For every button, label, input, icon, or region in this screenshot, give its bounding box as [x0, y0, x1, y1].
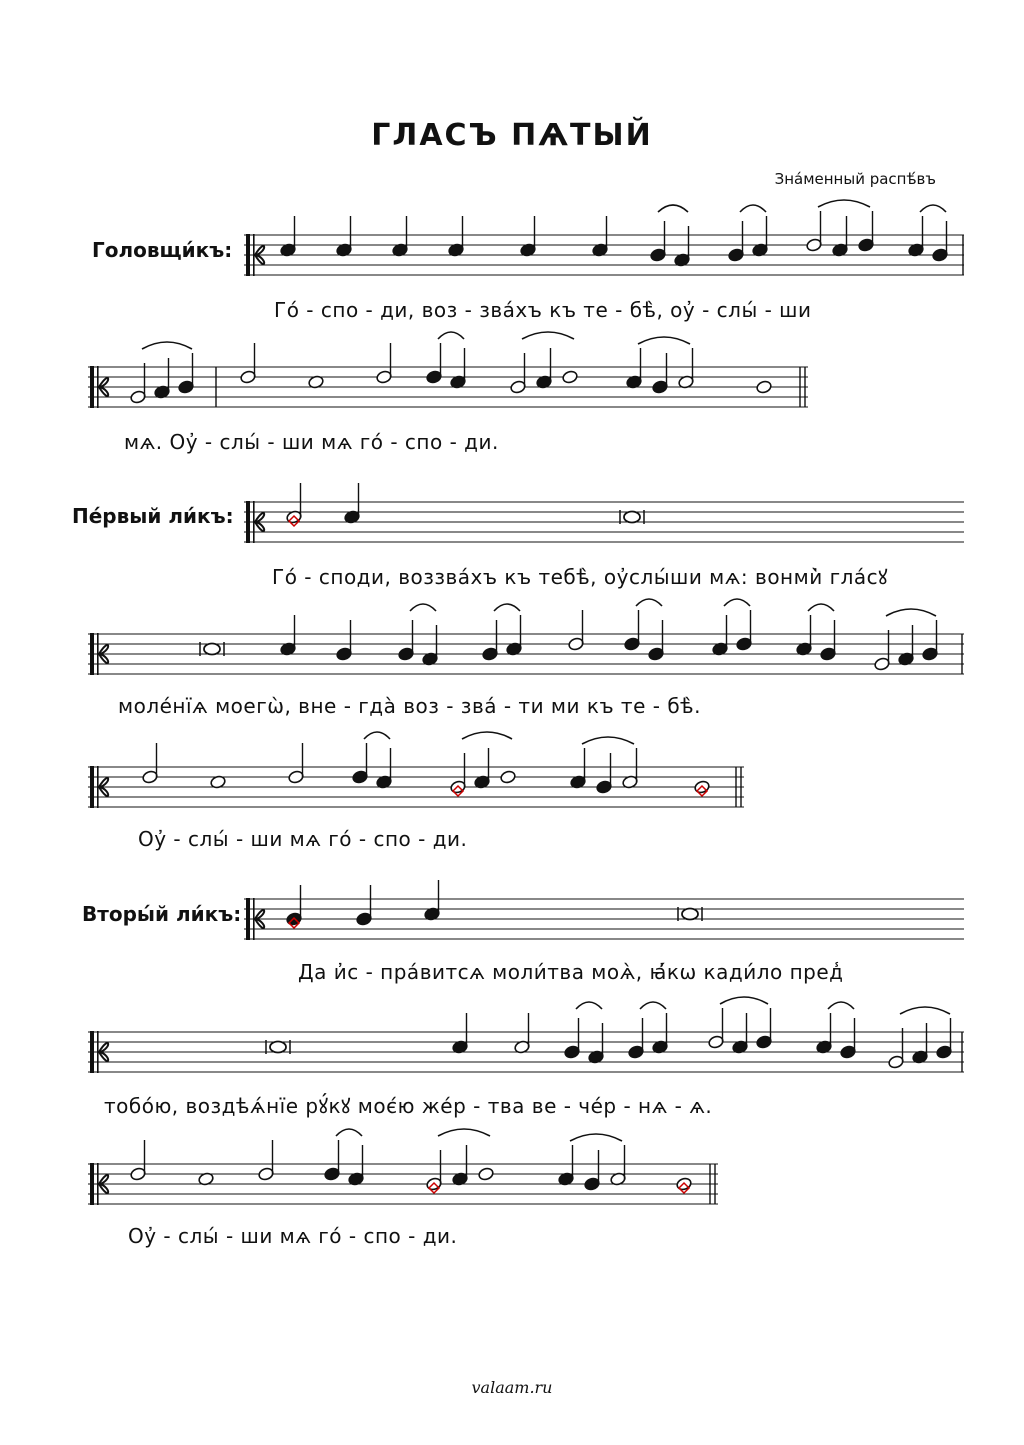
clef-bar-thick	[90, 1031, 94, 1073]
clef-bar-thick	[246, 234, 250, 276]
staff-system-4	[88, 624, 964, 684]
slur	[818, 200, 870, 207]
slur	[640, 1002, 666, 1009]
staff-system-3	[244, 492, 964, 552]
clef-bar-thick	[90, 766, 94, 808]
slur	[900, 1007, 950, 1014]
staff-system-8	[88, 1154, 718, 1214]
slur	[522, 332, 574, 339]
whole-note	[478, 1167, 495, 1182]
slur	[828, 1002, 854, 1009]
part-label-first-choir: Пе́рвый ли́къ:	[72, 504, 234, 528]
whole-note	[562, 370, 579, 385]
clef-bar-thick	[90, 366, 94, 408]
breve-note	[682, 909, 698, 920]
breve-note	[204, 644, 220, 655]
breve-note	[270, 1042, 286, 1053]
slur	[336, 1129, 362, 1136]
slur	[720, 997, 768, 1004]
slur	[570, 1134, 622, 1141]
staff-system-7	[88, 1022, 964, 1082]
slur	[410, 604, 436, 611]
part-label-second-choir: Вторы́й ли́къ:	[82, 902, 242, 926]
staff-system-1	[244, 225, 964, 285]
lyric-line-6: Да и҆с - пра́витсѧ моли́тва моѧ̀, ꙗ҆́кѡ кади́ло пред̾	[298, 960, 844, 984]
lyric-line-1: Го́ - спо - ди, воз - зва́хъ къ те - бѣ̀, оу҆ - слы́ - ши	[274, 298, 812, 322]
slur	[364, 732, 390, 739]
breve-note	[624, 512, 640, 523]
slur	[142, 342, 192, 349]
clef-bar-thick	[90, 633, 94, 675]
whole-note	[500, 770, 517, 785]
slur	[582, 737, 634, 744]
slur	[438, 1129, 490, 1136]
lyric-line-7: тобо́ю, воздѣѧ́нїе рꙋ́кꙋ моє́ю же́р - тва ве - че́р - нѧ - ѧ.	[104, 1094, 713, 1118]
slur	[638, 337, 690, 344]
lyric-line-4: моле́нїѧ моегѡ̀, вне - гда̀ воз - зва́ - ти ми къ те - бѣ̀.	[118, 694, 701, 718]
whole-note	[756, 380, 773, 395]
slur	[462, 732, 512, 739]
slur	[808, 604, 834, 611]
slur	[724, 599, 750, 606]
clef-bar-thick	[246, 501, 250, 543]
slur	[636, 599, 662, 606]
slur	[886, 609, 936, 616]
lyric-line-2: мѧ. Оу҆ - слы́ - ши мѧ го́ - спо - ди.	[124, 430, 499, 454]
lyric-line-5: Оу҆ - слы́ - ши мѧ го́ - спо - ди.	[138, 827, 468, 851]
staff-system-5	[88, 757, 744, 817]
footer-site: valaam.ru	[471, 1378, 553, 1397]
chant-subtitle: Зна́менный распѣ́въ	[774, 170, 936, 188]
part-label-precentor: Головщи́къ:	[92, 238, 233, 262]
staff-system-2	[88, 357, 808, 417]
slur	[438, 332, 464, 339]
lyric-line-8: Оу҆ - слы́ - ши мѧ го́ - спо - ди.	[128, 1224, 458, 1248]
clef-bar-thick	[90, 1163, 94, 1205]
page-title: ГЛАСЪ ПѦТЫЙ	[371, 118, 653, 153]
clef-bar-thick	[246, 898, 250, 940]
slur	[494, 604, 520, 611]
lyric-line-3: Го́ - споди, воззва́хъ къ тебѣ̀, оу҆слы́ши мѧ: вонми̇̀ гла́сꙋ	[272, 565, 888, 589]
slur	[740, 205, 766, 212]
slur	[576, 1002, 602, 1009]
slur	[920, 205, 946, 212]
slur	[658, 205, 688, 212]
staff-system-6	[244, 889, 964, 949]
